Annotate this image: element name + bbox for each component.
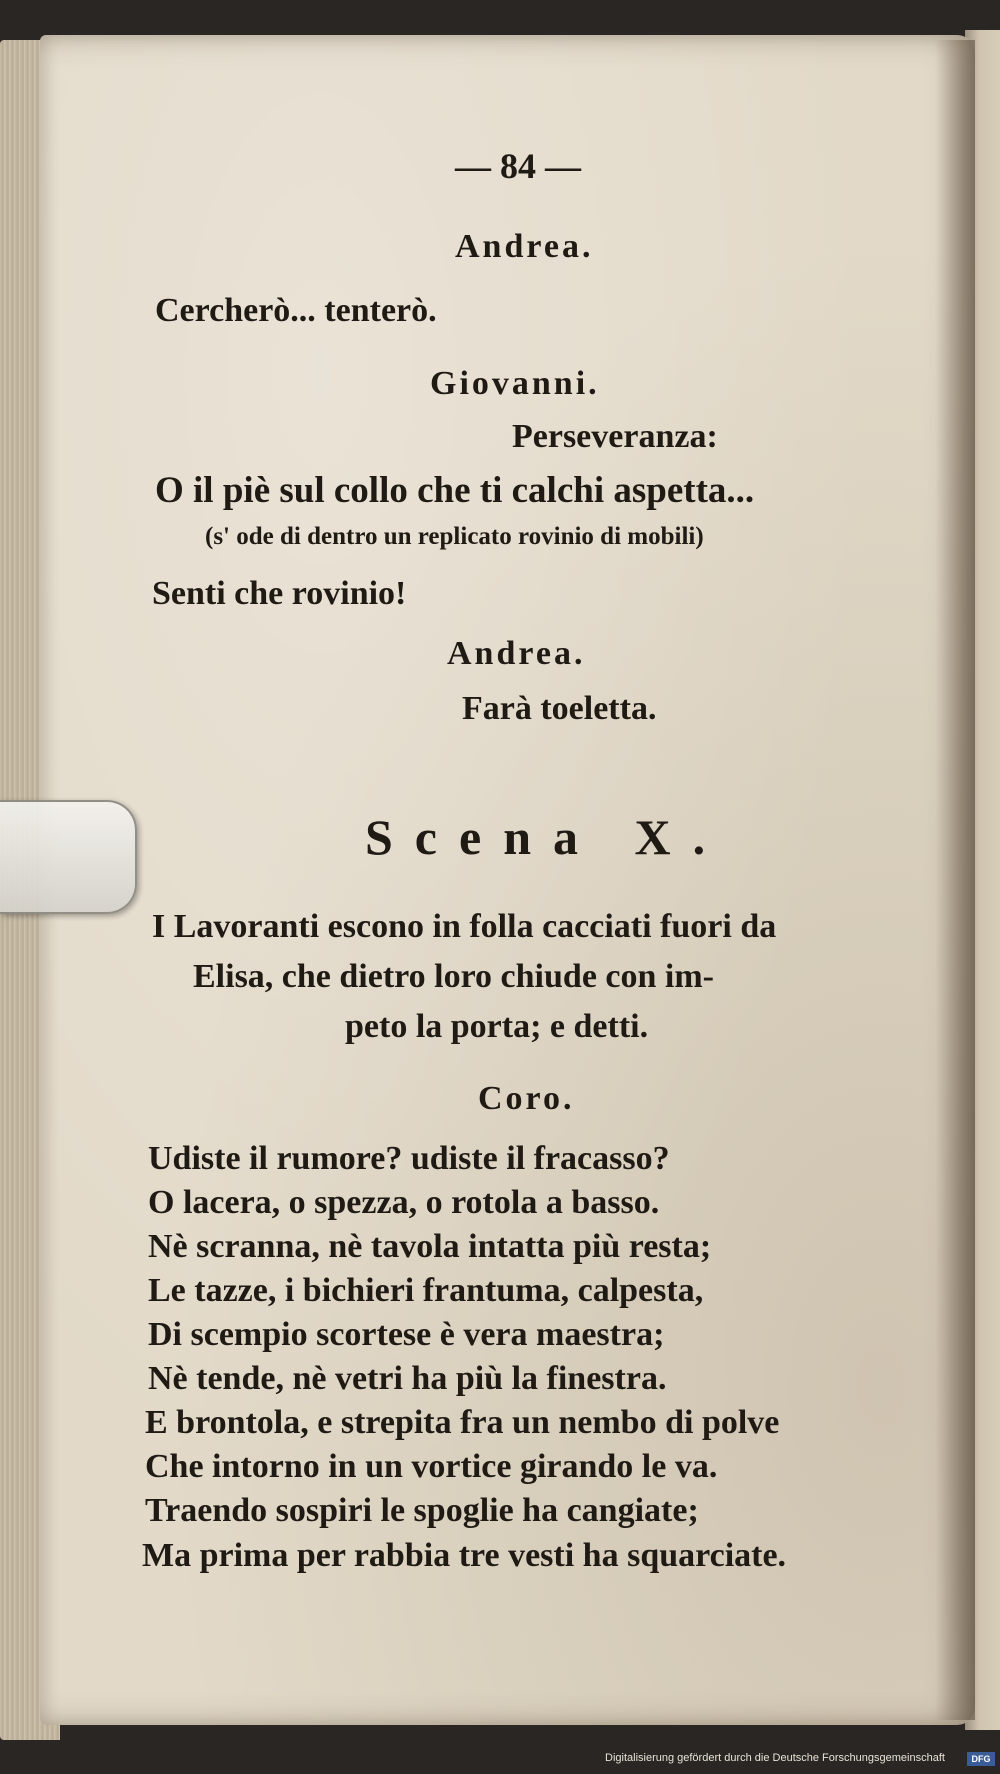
verse-line: Nè tende, nè vetri ha più la finestra. bbox=[148, 1360, 667, 1397]
speaker-giovanni: Giovanni. bbox=[430, 365, 600, 402]
verse-line: Di scempio scortese è vera maestra; bbox=[148, 1316, 665, 1353]
scene-description-line: peto la porta; e detti. bbox=[345, 1008, 649, 1045]
dialogue-line: Cercherò... tenterò. bbox=[155, 292, 437, 329]
verse-line: E brontola, e strepita fra un nembo di polve bbox=[145, 1404, 780, 1441]
dfg-logo: DFG bbox=[967, 1752, 995, 1766]
verse-line: Le tazze, i bichieri frantuma, calpesta, bbox=[148, 1272, 704, 1309]
dialogue-line: O il piè sul collo che ti calchi aspetta... bbox=[155, 470, 755, 511]
scene-title: Scena X. bbox=[365, 809, 728, 865]
verse-line: Nè scranna, nè tavola intatta più resta; bbox=[148, 1228, 712, 1265]
speaker-andrea: Andrea. bbox=[447, 635, 586, 672]
dialogue-line: Farà toeletta. bbox=[462, 690, 657, 727]
page-number: — 84 — bbox=[455, 146, 581, 186]
verse-line: Che intorno in un vortice girando le va. bbox=[145, 1448, 718, 1485]
verse-line: Ma prima per rabbia tre vesti ha squarciate. bbox=[142, 1537, 787, 1574]
speaker-andrea: Andrea. bbox=[455, 228, 594, 265]
chorus-label: Coro. bbox=[478, 1080, 575, 1117]
verse-line: Traendo sospiri le spoglie ha cangiate; bbox=[145, 1492, 699, 1529]
stage-direction: (s' ode di dentro un replicato rovinio di mobili) bbox=[205, 523, 704, 550]
verse-line: O lacera, o spezza, o rotola a basso. bbox=[148, 1184, 660, 1221]
dialogue-line: Perseveranza: bbox=[512, 418, 718, 455]
digitization-credit: Digitalisierung gefördert durch die Deutsche Forschungsgemeinschaft bbox=[605, 1752, 945, 1764]
scene-description-line: Elisa, che dietro loro chiude con im- bbox=[193, 958, 715, 995]
dialogue-line: Senti che rovinio! bbox=[152, 575, 407, 612]
scene-description-line: I Lavoranti escono in folla cacciati fuori da bbox=[152, 908, 777, 945]
bookmark-tab bbox=[0, 800, 137, 914]
gutter-shadow bbox=[935, 40, 975, 1720]
verse-line: Udiste il rumore? udiste il fracasso? bbox=[148, 1140, 670, 1177]
